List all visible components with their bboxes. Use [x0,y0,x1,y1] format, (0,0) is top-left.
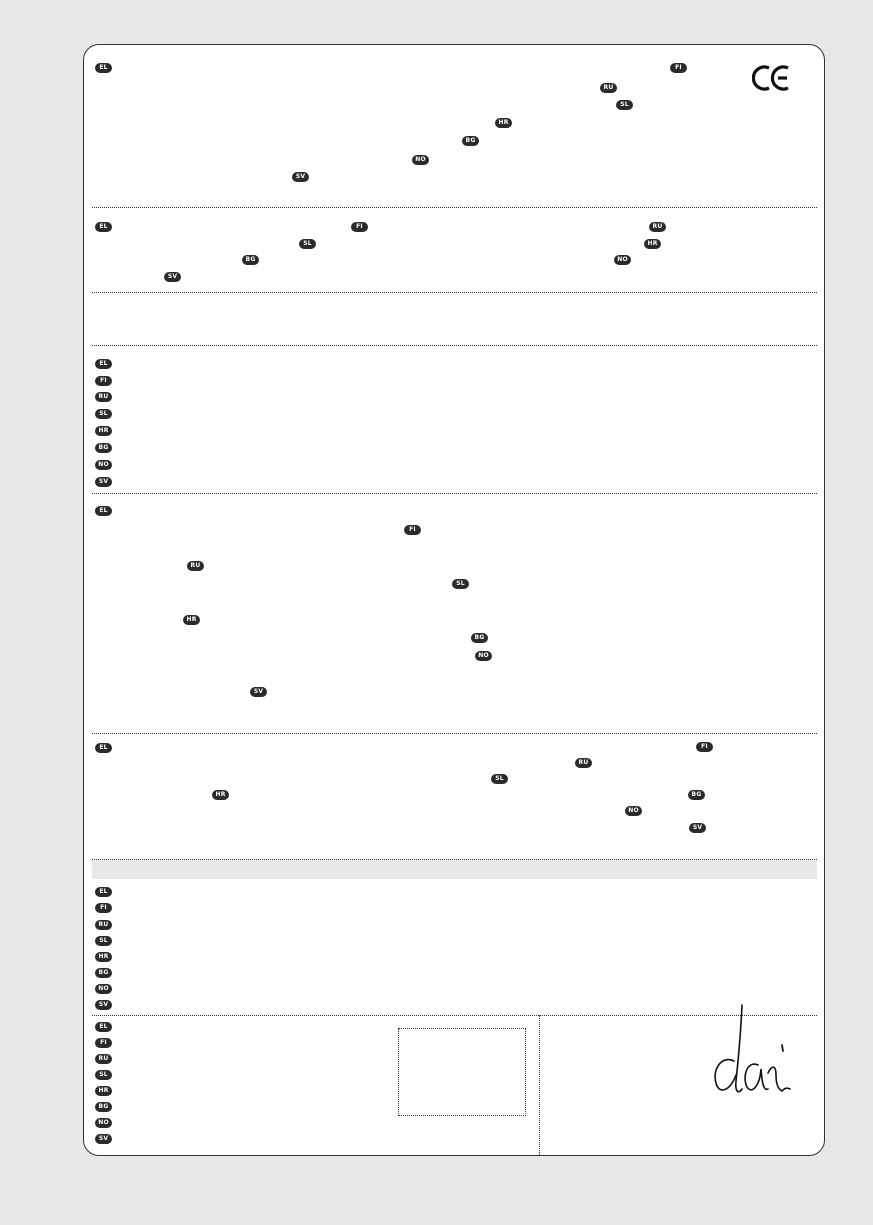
badge-bg: BG [95,443,112,453]
badge-sv: SV [95,1134,112,1144]
badge-ru: RU [95,920,112,930]
badge-sv: SV [250,687,267,697]
badge-no: NO [412,155,429,165]
badge-ru: RU [575,758,592,768]
badge-bg: BG [95,968,112,978]
left-margin-strip [0,0,17,1225]
badge-no: NO [614,255,631,265]
column-divider [539,1015,540,1155]
badge-el: EL [95,743,112,753]
badge-hr: HR [183,615,200,625]
badge-no: NO [95,984,112,994]
declaration-card [83,44,825,1156]
badge-ru: RU [649,222,666,232]
badge-fi: FI [696,742,713,752]
badge-fi: FI [404,525,421,535]
stamp-box [398,1028,526,1116]
badge-fi: FI [670,63,687,73]
document-page [17,0,873,1225]
badge-hr: HR [95,952,112,962]
badge-ru: RU [95,1054,112,1064]
badge-sl: SL [95,936,112,946]
badge-sv: SV [292,172,309,182]
badge-ru: RU [187,561,204,571]
badge-sl: SL [616,100,633,110]
badge-no: NO [95,460,112,470]
grey-band [92,860,817,879]
badge-fi: FI [95,376,112,386]
badge-sl: SL [299,239,316,249]
badge-bg: BG [471,633,488,643]
badge-sl: SL [452,579,469,589]
badge-el: EL [95,1022,112,1032]
badge-el: EL [95,506,112,516]
badge-hr: HR [95,426,112,436]
badge-bg: BG [462,136,479,146]
badge-sl: SL [95,409,112,419]
badge-hr: HR [95,1086,112,1096]
signature-icon [702,1003,802,1107]
section-divider [92,207,817,208]
badge-ru: RU [600,83,617,93]
section-divider [92,493,817,494]
ce-mark-icon [752,63,794,93]
badge-el: EL [95,887,112,897]
badge-fi: FI [95,1038,112,1048]
badge-no: NO [475,651,492,661]
badge-sl: SL [95,1070,112,1080]
badge-ru: RU [95,392,112,402]
badge-sv: SV [95,477,112,487]
badge-hr: HR [644,239,661,249]
badge-no: NO [625,806,642,816]
badge-fi: FI [95,903,112,913]
badge-no: NO [95,1118,112,1128]
badge-hr: HR [212,790,229,800]
section-divider [92,292,817,293]
badge-sv: SV [689,823,706,833]
badge-sv: SV [164,272,181,282]
badge-el: EL [95,359,112,369]
badge-el: EL [95,222,112,232]
badge-sv: SV [95,1000,112,1010]
badge-fi: FI [351,222,368,232]
badge-bg: BG [688,790,705,800]
section-divider [92,345,817,346]
badge-bg: BG [95,1102,112,1112]
badge-bg: BG [242,255,259,265]
badge-el: EL [95,63,112,73]
badge-sl: SL [491,774,508,784]
section-divider [92,733,817,734]
badge-hr: HR [495,118,512,128]
